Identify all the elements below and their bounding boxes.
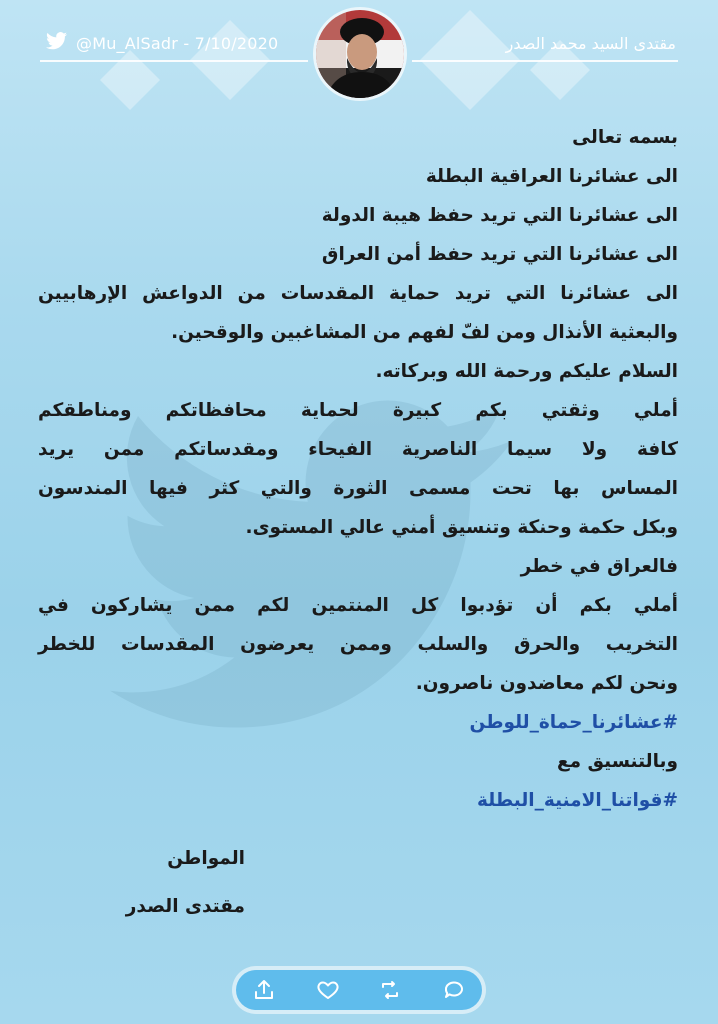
post-line: الى عشائرنا التي تريد حفظ هيبة الدولة <box>321 205 678 226</box>
post-line: فالعراق في خطر <box>520 556 678 577</box>
hashtag-link[interactable]: #قواتنا_الامنية_البطلة <box>476 790 678 811</box>
post-line: الى عشائرنا العراقية البطلة <box>425 166 678 187</box>
post-line: وبكل حكمة وحنكة وتنسيق أمني عالي المستوى. <box>245 517 678 538</box>
post-line: الى عشائرنا التي تريد حماية المقدسات من الدواعش الإرهابيين <box>38 283 678 304</box>
user-display-name[interactable]: مقتدى السيد محمد الصدر <box>505 34 676 53</box>
avatar[interactable] <box>316 10 404 98</box>
twitter-bird-icon <box>44 30 70 52</box>
tweet-action-bar <box>236 970 482 1010</box>
post-line: أملي بكم أن تؤدبوا كل المنتمين لكم ممن يشاركون في <box>38 595 678 616</box>
post-line: أملي وثقتي بكم كبيرة لحماية محافظاتكم ومناطقكم <box>38 400 678 421</box>
user-handle-date[interactable]: @Mu_AlSadr - 7/10/2020 <box>76 34 279 53</box>
post-line: وبالتنسيق مع <box>556 751 678 772</box>
post-line: كافة ولا سيما الناصرية الفيحاء ومقدساتكم ممن يريد <box>38 439 678 460</box>
retweet-icon[interactable] <box>378 978 402 1002</box>
post-line: ونحن لكم معاضدون ناصرون. <box>415 673 678 694</box>
post-line: التخريب والحرق والسلب وممن يعرضون المقدسات للخطر <box>38 634 678 655</box>
like-icon[interactable] <box>316 978 340 1002</box>
post-line: الى عشائرنا التي تريد حفظ أمن العراق <box>321 244 678 265</box>
signature-name: مقتدى الصدر <box>125 896 245 917</box>
reply-icon[interactable] <box>442 978 466 1002</box>
signature-title: المواطن <box>167 848 245 869</box>
hashtag-link[interactable]: #عشائرنا_حماة_للوطن <box>469 712 678 733</box>
post-line: والبعثية الأنذال ومن لفّ لفهم من المشاغبين والوقحين. <box>171 322 678 343</box>
post-line: المساس بها تحت مسمى الثورة والتي كثر فيها المندسون <box>38 478 678 499</box>
post-line: بسمه تعالى <box>572 127 678 148</box>
tweet-body <box>38 118 678 820</box>
header-divider-left <box>40 60 308 62</box>
post-line: السلام عليكم ورحمة الله وبركاته. <box>375 361 678 382</box>
header-divider-right <box>412 60 678 62</box>
share-icon[interactable] <box>252 978 276 1002</box>
profile-photo <box>316 10 404 98</box>
